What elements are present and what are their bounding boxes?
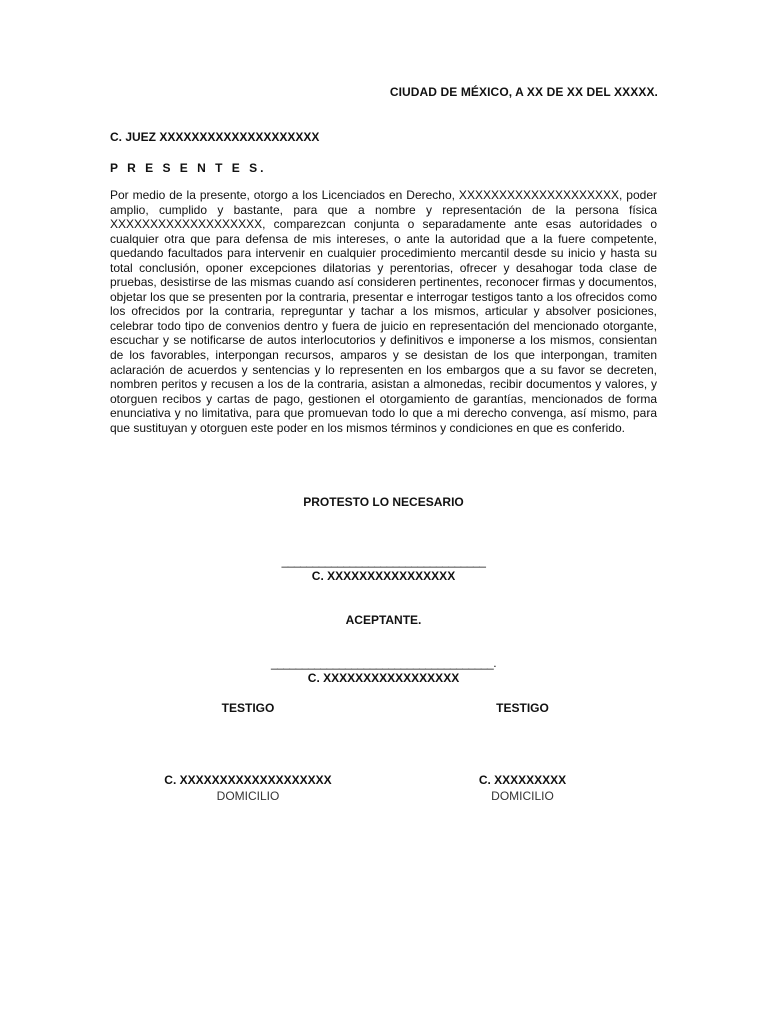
aceptante-label: ACEPTANTE. <box>345 613 422 627</box>
presentes-heading: P R E S E N T E S. <box>110 161 267 175</box>
witness-1-name-text: C. XXXXXXXXXXXXXXXXXXX <box>164 773 332 787</box>
witness-2-address <box>430 789 615 803</box>
grantor-name: C. XXXXXXXXXXXXXXXX <box>311 569 456 583</box>
witness-1-name <box>148 773 348 787</box>
witness-2-name <box>430 773 615 787</box>
protesto-line: PROTESTO LO NECESARIO <box>303 495 464 509</box>
witness-1-address-text: DOMICILIO <box>216 789 280 803</box>
signature-line-grantor: _________________________________ <box>281 554 486 568</box>
witness-2-address-text: DOMICILIO <box>491 789 554 803</box>
witness-1-title <box>148 701 348 715</box>
date-line: CIUDAD DE MÉXICO, A XX DE XX DEL XXXXX. <box>389 85 658 99</box>
acceptor-name: C. XXXXXXXXXXXXXXXXX <box>307 671 460 685</box>
witness-2-title-text: TESTIGO <box>496 701 549 715</box>
witness-2-name-text: C. XXXXXXXXX <box>478 773 567 787</box>
witness-2-title <box>430 701 615 715</box>
witness-1-address <box>148 789 348 803</box>
judge-addressee: C. JUEZ XXXXXXXXXXXXXXXXXXXX <box>110 130 320 144</box>
witness-1-title-text: TESTIGO <box>221 701 275 715</box>
signature-line-acceptor: ____________________________________. <box>270 656 497 670</box>
body-paragraph: Por medio de la presente, otorgo a los Licenciados en Derecho, XXXXXXXXXXXXXXXXXXXX, poder amplio, cumplido y bastante, para que a nombre y representación de la persona física XXXXXXXXXXXXXXXXXXX, comparezcan conjunta o separadamente ante esas autoridades o cualquier otra que para defensa de mis intereses, o ante la autoridad que a la fuere competente, quedando facultados para intervenir en cualquier procedimiento mercantil desde su inicio y hasta su total conclusión, oponer excepciones dilatorias y perentorias, ofrecer y desahogar toda clase de pruebas, desistirse de las mismas cuando así consideren pertinentes, reconocer firmas y documentos, objetar los que se presenten por la contraria, presentar e interrogar testigos tanto a los ofrecidos como los ofrecidos por la contraria, repreguntar y tachar a los mismos, articular y absolver posiciones, celebrar todo tipo de convenios dentro y fuera de juicio en representación del mencionado otorgante, escuchar y se notificarse de autos interlocutorios y definitivos e imponerse a los mismos, consientan de los favorables, interpongan recursos, amparos y se desistan de los que interpongan, tramiten aclaración de acuerdos y sentencias y lo representen en los embargos que a su favor se decreten, nombren peritos y recusen a los de la contraria, asistan a almonedas, recibir documentos y valores, y otorguen recibos y cartas de pago, gestionen el otorgamiento de garantías, mencionados de forma enunciativa y no limitativa, para que promuevan todo lo que a mi derecho convenga, así mismo, para que sustituyan y otorguen este poder en los mismos términos y condiciones en que es conferido. <box>110 188 657 435</box>
